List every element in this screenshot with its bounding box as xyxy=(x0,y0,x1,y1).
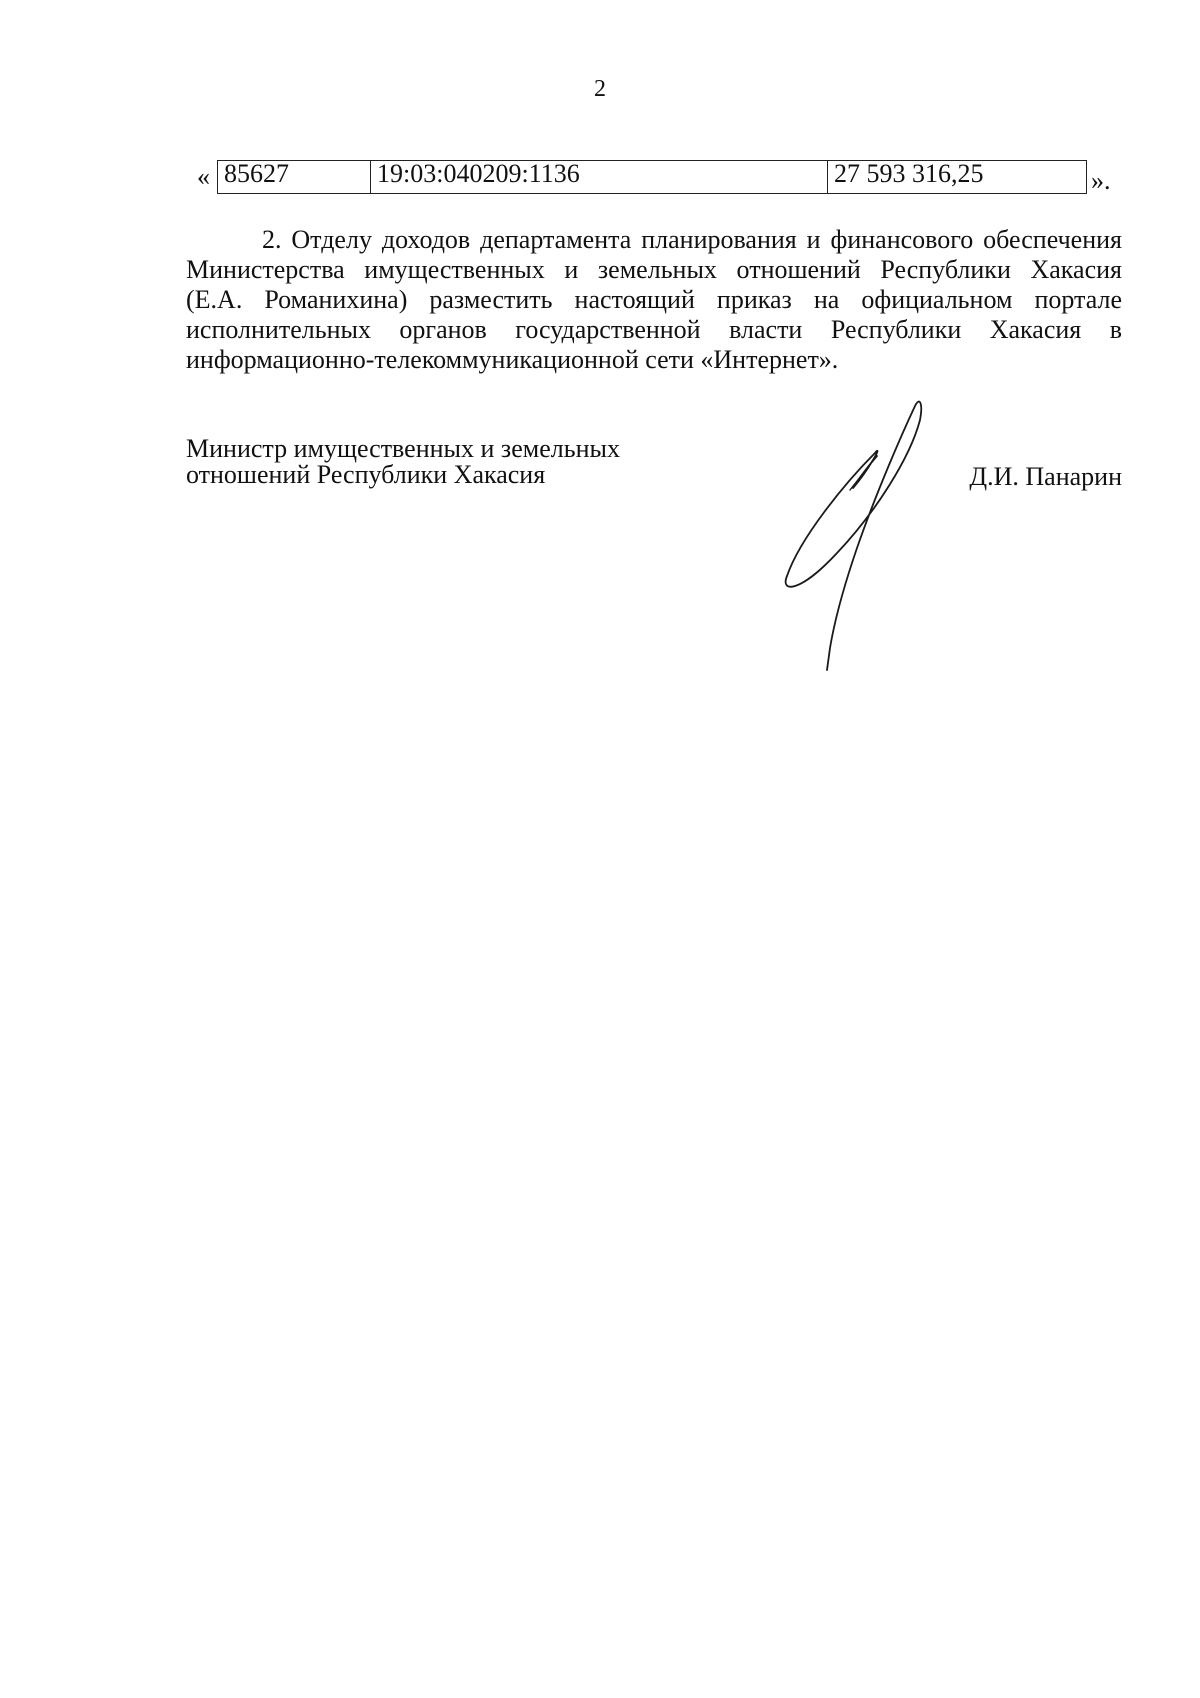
signatory-title-line: Министр имущественных и земельных xyxy=(186,434,620,463)
page-number: 2 xyxy=(594,76,606,102)
paragraph-line: (Е.А. Романихина) разместить настоящий приказ на официальном портале xyxy=(186,285,1122,314)
closing-quote: ». xyxy=(1091,166,1111,195)
signatory-title xyxy=(186,436,620,488)
paragraph-2 xyxy=(186,225,1122,375)
signatory-name: Д.И. Панарин xyxy=(969,462,1122,491)
opening-quote: « xyxy=(197,162,210,191)
paragraph-line: информационно-телекоммуникационной сети «Интернет». xyxy=(186,345,839,374)
table-cell-cadastral-number: 19:03:040209:1136 xyxy=(371,161,828,193)
handwritten-signature-icon xyxy=(775,398,955,683)
paragraph-line: 2. Отделу доходов департамента планирования и финансового обеспечения xyxy=(262,225,1122,254)
signatory-title-line: отношений Республики Хакасия xyxy=(186,460,546,489)
table-cell-value: 27 593 316,25 xyxy=(834,159,984,188)
paragraph-line: исполнительных органов государственной власти Республики Хакасия в xyxy=(186,315,1122,344)
table-cell-number: 85627 xyxy=(218,161,371,193)
paragraph-line: Министерства имущественных и земельных отношений Республики Хакасия xyxy=(186,255,1122,284)
table-cells xyxy=(217,160,1087,194)
